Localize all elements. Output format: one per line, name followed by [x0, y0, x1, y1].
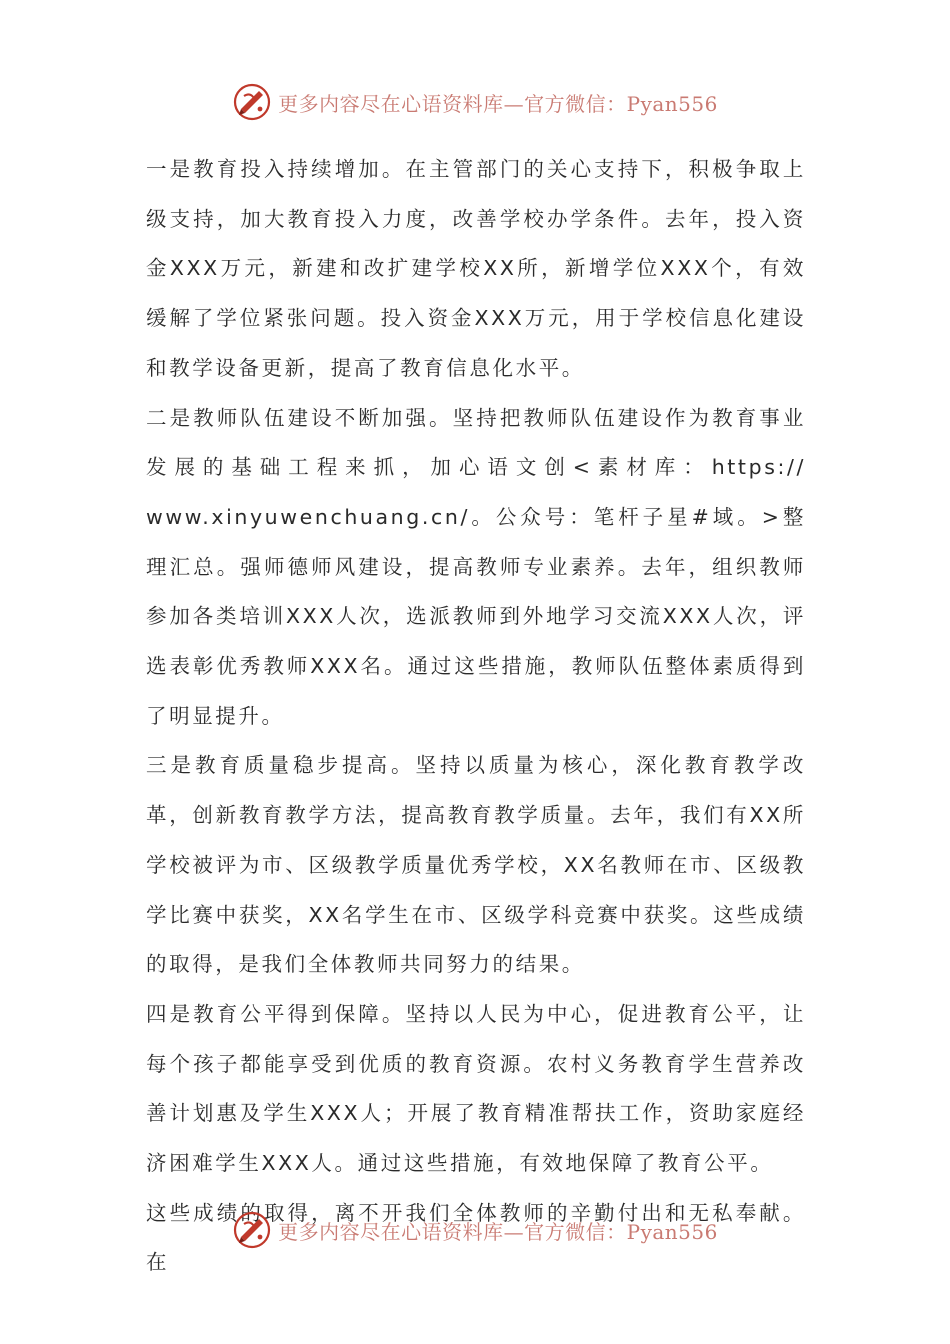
page-header-banner — [0, 80, 950, 124]
paragraph-teachers: www.xinyuwenchuang.cn/。公众号：笔杆子星#域。>整理汇总。强师德师风建设，提高教师专业素养。去年，组织教师参加各类培训XXX人次，选派教师到外地学习交流XXX人次，评选表彰优秀教师XXX名。通过这些措施，教师队伍整体素质得到了明显提升。 — [146, 504, 806, 728]
footer-banner-text: 更多内容尽在心语资料库—官方微信：Pyan556 — [278, 1219, 718, 1244]
paragraph-quality: 三是教育质量稳步提高。坚持以质量为核心，深化教育教学改革，创新教育教学方法，提高教育教学质量。去年，我们有XX所学校被评为市、区级教学质量优秀学校，XX名教师在市、区级教学比赛中获奖，XX名学生在市、区级学科竞赛中获奖。这些成绩的取得，是我们全体教师共同努力的结果。 — [146, 753, 806, 977]
paragraph-investment: 一是教育投入持续增加。在主管部门的关心支持下，积极争取上级支持，加大教育投入力度，改善学校办学条件。去年，投入资金XXX万元，新建和改扩建学校XX所，新增学位XXX个，有效缓解了学位紧张问题。投入资金XXX万元，用于学校信息化建设和教学设备更新，提高了教育信息化水平。 — [146, 157, 806, 380]
writing-hand-logo-icon — [232, 82, 272, 122]
paragraph-equity: 四是教育公平得到保障。坚持以人民为中心，促进教育公平，让每个孩子都能享受到优质的教育资源。农村义务教育学生营养改善计划惠及学生XXX人；开展了教育精准帮扶工作，资助家庭经济困难学生XXX人。通过这些措施，有效地保障了教育公平。 — [146, 1001, 806, 1176]
paragraph-closing: 这些成绩的取得，离不开我们全体教师的辛勤付出和无私奉献。在 — [146, 1200, 806, 1275]
header-banner-text: 更多内容尽在心语资料库—官方微信：Pyan556 — [278, 91, 718, 116]
paragraph-teachers-intro: 二是教师队伍建设不断加强。坚持把教师队伍建设作为教育事业发展的基础工程来抓，加心语文创<素材库：https:// — [146, 405, 806, 480]
writing-hand-logo-icon — [232, 1210, 272, 1250]
page-footer-banner — [0, 1208, 950, 1252]
header-banner-inner — [232, 82, 718, 122]
footer-banner-inner — [232, 1210, 718, 1250]
document-body — [146, 145, 806, 1288]
